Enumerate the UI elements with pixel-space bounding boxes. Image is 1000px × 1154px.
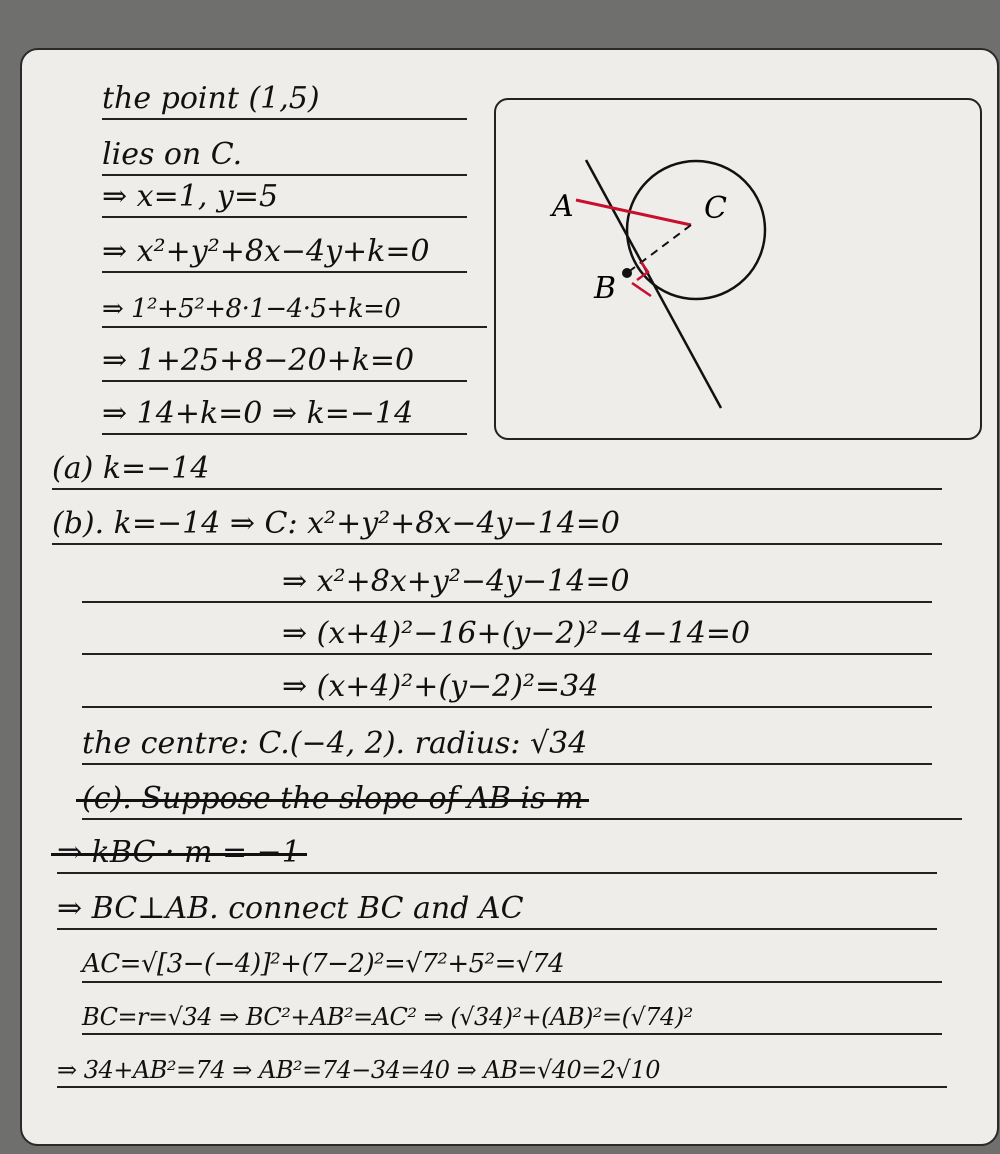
text-line-17: AC=√[3−(−4)]²+(7−2)²=√7²+5²=√74 [82,943,942,983]
geometry-diagram [494,98,982,440]
text-line-18: BC=r=√34 ⇒ BC²+AB²=AC² ⇒ (√34)²+(AB)²=(√74)² [82,995,942,1035]
text-line-10: ⇒ x²+8x+y²−4y−14=0 [82,563,932,603]
text-line-12: ⇒ (x+4)²+(y−2)²=34 [82,668,932,708]
text-line-14: (c). Suppose the slope of AB is m [82,780,962,820]
text-line-4: ⇒ x²+y²+8x−4y+k=0 [102,233,467,273]
label-a: A [552,189,574,224]
text-line-3: ⇒ x=1, y=5 [102,178,467,218]
text-line-1: the point (1,5) [102,80,467,120]
text-line-16: ⇒ BC⊥AB. connect BC and AC [57,890,937,930]
text-line-2: lies on C. [102,136,467,176]
point-b [622,268,632,278]
text-line-11: ⇒ (x+4)²−16+(y−2)²−4−14=0 [82,615,932,655]
text-line-8: (a) k=−14 [52,450,942,490]
text-line-9: (b). k=−14 ⇒ C: x²+y²+8x−4y−14=0 [52,505,942,545]
text-line-6: ⇒ 1+25+8−20+k=0 [102,342,467,382]
circle-c [627,161,765,299]
text-line-15: ⇒ kBC · m = −1 [57,834,937,874]
text-line-19: ⇒ 34+AB²=74 ⇒ AB²=74−34=40 ⇒ AB=√40=2√10 [57,1048,947,1088]
label-c: C [704,191,727,226]
text-line-7: ⇒ 14+k=0 ⇒ k=−14 [102,395,467,435]
handwritten-sheet [20,48,999,1146]
label-b: B [594,271,617,306]
text-line-5: ⇒ 1²+5²+8·1−4·5+k=0 [102,288,487,328]
text-line-13: the centre: C.(−4, 2). radius: √34 [82,725,932,765]
point-b-tick [632,283,651,296]
